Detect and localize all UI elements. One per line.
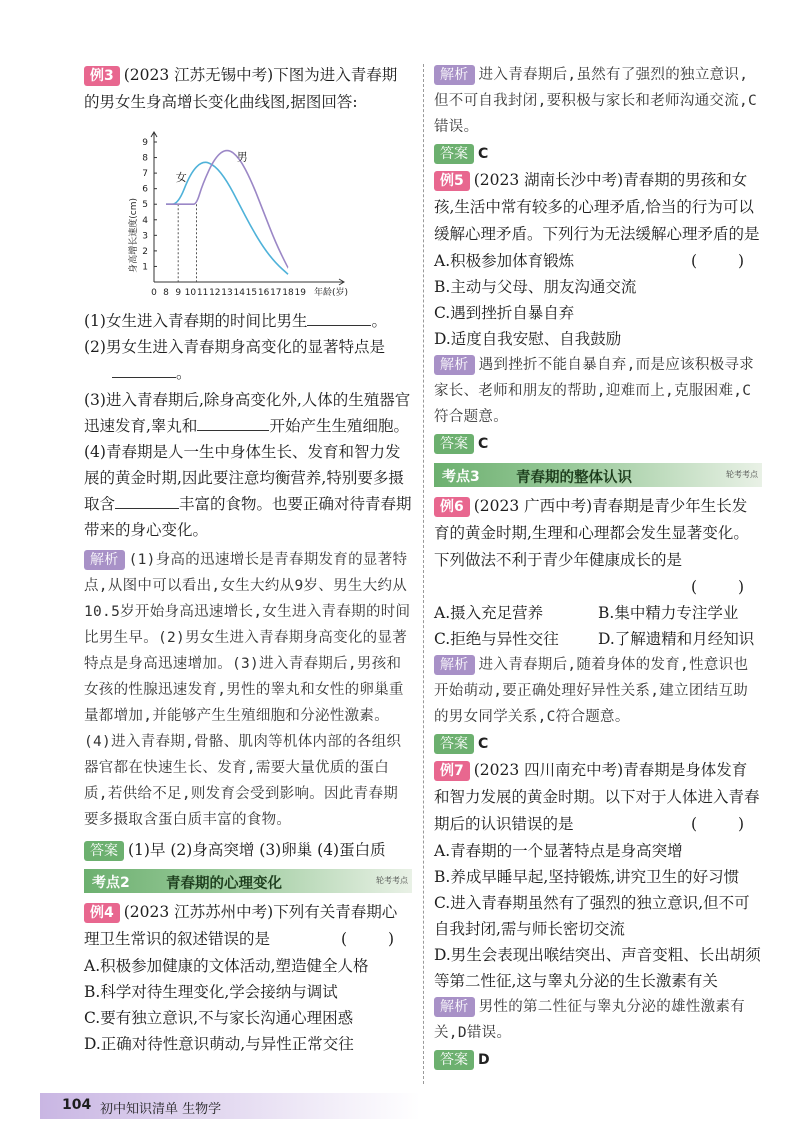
legend-male: 男 bbox=[236, 150, 248, 164]
answer-blank[interactable] bbox=[115, 492, 179, 509]
example-6 bbox=[434, 493, 762, 757]
y-axis-label: 身高增长速度(cm) bbox=[129, 197, 139, 273]
x-tick-label: 18 bbox=[282, 288, 294, 298]
x-tick-label: 17 bbox=[270, 288, 282, 298]
y-tick-label: 6 bbox=[142, 184, 148, 195]
option-c[interactable]: C.要有独立意识,不与家长沟通心理困惑 bbox=[84, 1009, 354, 1027]
x-tick-label: 11 bbox=[196, 288, 209, 298]
height-growth-chart bbox=[124, 124, 364, 304]
y-tick-label: 8 bbox=[142, 153, 148, 164]
x-tick-label: 10 bbox=[184, 288, 197, 298]
question-2: (2)男女生进入青春期身高变化的显著特点是 bbox=[84, 338, 385, 356]
option-a[interactable]: A.青春期的一个显著特点是身高突增 bbox=[434, 842, 683, 860]
section-header-kd3: 考点3 青春期的整体认识 轮考考点 bbox=[434, 463, 762, 487]
analysis-tag: 解析 bbox=[434, 997, 475, 1017]
option-d[interactable]: D.男生会表现出喉结突出、声音变粗、长出胡须等第二性征,这与睾丸分泌的生长激素有关 bbox=[434, 946, 761, 990]
section-header-kd2: 考点2 青春期的心理变化 轮考考点 bbox=[84, 869, 412, 893]
analysis-text: 进入青春期后,虽然有了强烈的独立意识,但不可自我封闭,要积极与家长和老师沟通交流,C错误。 bbox=[434, 67, 758, 135]
series-line-male bbox=[166, 151, 288, 268]
page-footer bbox=[40, 1093, 420, 1119]
analysis-text: 进入青春期后,随着身体的发育,性意识也开始萌动,要正确处理好异性关系,建立团结互助的男女同学关系,C符合题意。 bbox=[434, 657, 749, 725]
example-4 bbox=[84, 899, 412, 1057]
x-tick-label: 13 bbox=[221, 288, 233, 298]
analysis-tag: 解析 bbox=[434, 655, 475, 675]
example-tag: 例3 bbox=[84, 66, 120, 86]
right-column bbox=[434, 62, 762, 1073]
example-tag: 例4 bbox=[84, 903, 120, 923]
analysis-text: (1)身高的迅速增长是青春期发育的显著特点,从图中可以看出,女生大约从9岁、男生大约从10.5岁开始身高迅速增长,女生进入青春期的时间比男生早。(2)男女生进入青春期身高变化的显著特点是身高迅速增加。(3)进入青春期后,男孩和女孩的性腺迅速发育,男性的睾丸和女性的卵巢重量都增加,并能够产生生殖细胞和分泌性激素。(4)进入青春期,骨骼、肌肉等机体内部的各组织器官都在快速生长、发育,需要大量优质的蛋白质,若供给不足,则发育会受到影响。因此青春期要多摄取含蛋白质丰富的食物。 bbox=[84, 552, 411, 828]
analysis-text: 遇到挫折不能自暴自弃,而是应该积极寻求家长、老师和朋友的帮助,迎难而上,克服困难,C符合题意。 bbox=[434, 357, 755, 425]
chart-labels bbox=[176, 151, 248, 184]
section-title: 青春期的整体认识 bbox=[516, 470, 632, 486]
option-c[interactable]: C.拒绝与异性交往 bbox=[434, 630, 559, 648]
answer-blank[interactable] bbox=[307, 309, 371, 326]
example-tag: 例6 bbox=[434, 497, 470, 517]
option-a[interactable]: A.摄入充足营养 bbox=[434, 604, 544, 622]
answer-paren[interactable]: ( ) bbox=[340, 930, 412, 948]
page-number: 104 bbox=[62, 1097, 92, 1113]
question-3: (3)进入青春期后,除身高变化外,人体的生殖器官迅速发育,睾丸和 bbox=[84, 391, 411, 435]
answer-tag: 答案 bbox=[434, 144, 474, 164]
x-tick-label: 9 bbox=[175, 288, 182, 298]
question-text: (2023 江苏无锡中考)下图为进入青春期的男女生身高增长变化曲线图,据图回答: bbox=[84, 66, 398, 111]
question-1: (1)女生进入青春期的时间比男生 bbox=[84, 312, 308, 330]
x-tick-label: 16 bbox=[257, 288, 270, 298]
answer-paren[interactable]: ( ) bbox=[690, 815, 762, 833]
answer-tag: 答案 bbox=[434, 734, 474, 754]
option-d[interactable]: D.了解遗精和月经知识 bbox=[598, 630, 755, 648]
example-tag: 例5 bbox=[434, 171, 470, 191]
answer-blank[interactable] bbox=[197, 414, 269, 431]
analysis-tag: 解析 bbox=[434, 355, 475, 375]
y-tick-label: 3 bbox=[142, 231, 148, 242]
option-c[interactable]: C.进入青春期虽然有了强烈的独立意识,但不可自我封闭,需与师长密切交流 bbox=[434, 894, 750, 938]
y-tick-label: 2 bbox=[142, 246, 148, 257]
x-tick-label: 8 bbox=[163, 288, 169, 298]
answer-tag: 答案 bbox=[434, 434, 474, 454]
option-a[interactable]: A.积极参加体育锻炼 bbox=[434, 252, 575, 270]
question-text: (2023 广西中考)青春期是青少年生长发育的黄金时期,生理和心理都会发生显著变化。下列做法不利于青少年健康成长的是 bbox=[434, 497, 749, 569]
x-tick-label: 0 bbox=[151, 288, 157, 298]
option-d[interactable]: D.适度自我安慰、自我鼓励 bbox=[434, 330, 622, 348]
y-tick-label: 5 bbox=[142, 200, 148, 211]
answer-tag: 答案 bbox=[434, 1050, 474, 1070]
option-b[interactable]: B.养成早睡早起,坚持锻炼,讲究卫生的好习惯 bbox=[434, 868, 740, 886]
example-tag: 例7 bbox=[434, 761, 470, 781]
question-text: (2023 江苏苏州中考)下列有关青春期心理卫生常识的叙述错误的是 bbox=[84, 903, 398, 948]
analysis-tag: 解析 bbox=[434, 65, 475, 85]
answer-paren[interactable]: ( ) bbox=[690, 578, 762, 596]
x-tick-label: 12 bbox=[209, 288, 221, 298]
y-tick-label: 7 bbox=[142, 169, 148, 180]
legend-female: 女 bbox=[175, 170, 187, 184]
example-7 bbox=[434, 757, 762, 1073]
example-3: 例3 (2023 江苏无锡中考)下图为进入青春期的男女生身高增长变化曲线图,据图回答: 0 8 9 10 11 12 13 14 15 16 17 18 19 1 2 3 4 5 6 7 8 9 年龄(岁) 身高增长速度(cm) 女 男 (1)女生进入青春期的时间比男生 。 (2)男女生进入青春期身高变化的显著特点是 。 (3)进入青春期后,除身高变化外,人体的生殖器官迅速发育,睾丸和 开始产生生殖细胞。 (4)青春期是人一生中身体生长、发育和智力发展的黄金时期,因此要注意均衡营养,特别要多摄取含 丰富的食物。也要正确对待青春期带来的身心变化。 解析 (1)身高的迅速增长是青春期发育的显著特点,从图中可以看出,女生大约从9岁、男生大约从10.5岁开始身高迅速增长,女生进入青春期的时间比男生早。(2)男女生进入青春期身高变化的显著特点是身高迅速增加。(3)进入青春期后,男孩和女孩的性腺迅速发育,男性的睾丸和女性的卵巢重量都增加,并能够产生生殖细胞和分泌性激素。(4)进入青春期,骨骼、肌肉等机体内部的各组织器官都在快速生长、发育,需要大量优质的蛋白质,若供给不足,则发育会受到影响。因此青春期要多摄取含蛋白质丰富的食物。 答案 (1)早 (2)身高突增 (3)卵巢 (4)蛋白质 bbox=[84, 66, 412, 859]
x-tick-label: 19 bbox=[294, 288, 306, 298]
answer-text: C bbox=[478, 436, 489, 452]
answer-blank[interactable] bbox=[112, 361, 176, 378]
option-a[interactable]: A.积极参加健康的文体活动,塑造健全人格 bbox=[84, 957, 369, 975]
answer-paren[interactable]: ( ) bbox=[690, 252, 762, 270]
option-c[interactable]: C.遇到挫折自暴自弃 bbox=[434, 304, 575, 322]
left-column bbox=[84, 62, 412, 1057]
option-b[interactable]: B.主动与父母、朋友沟通交流 bbox=[434, 278, 637, 296]
answer-text: C bbox=[478, 736, 489, 752]
analysis-tag: 解析 bbox=[84, 550, 125, 570]
x-tick-label: 14 bbox=[233, 288, 245, 298]
y-tick-label: 4 bbox=[142, 215, 148, 226]
answer-tag: 答案 bbox=[84, 841, 124, 861]
y-tick-label: 9 bbox=[142, 138, 148, 148]
y-tick-label: 1 bbox=[142, 262, 148, 273]
section-badge: 轮考考点 bbox=[376, 876, 408, 885]
question-text: (2023 四川南充中考)青春期是身体发育和智力发展的黄金时期。以下对于人体进入青春期后的认识错误的是 bbox=[434, 761, 760, 833]
book-title: 初中知识清单 生物学 bbox=[100, 1102, 222, 1117]
question-text: (2023 湖南长沙中考)青春期的男孩和女孩,生活中常有较多的心理矛盾,恰当的行为可以缓解心理矛盾。下列行为无法缓解心理矛盾的是 bbox=[434, 171, 760, 243]
example-5 bbox=[434, 167, 762, 457]
column-divider bbox=[423, 64, 424, 1084]
x-axis-label: 年龄(岁) bbox=[314, 288, 349, 298]
answer-text: D bbox=[478, 1052, 490, 1068]
example-4-continued bbox=[434, 62, 762, 167]
x-tick-label: 15 bbox=[245, 288, 258, 298]
section-title: 青春期的心理变化 bbox=[166, 876, 282, 892]
option-b[interactable]: B.集中精力专注学业 bbox=[598, 604, 739, 622]
answer-text: C bbox=[478, 146, 489, 162]
section-badge: 轮考考点 bbox=[726, 470, 758, 479]
analysis-text: 男性的第二性征与睾丸分泌的雄性激素有关,D错误。 bbox=[434, 999, 746, 1041]
question-4: (4)青春期是人一生中身体生长、发育和智力发展的黄金时期,因此要注意均衡营养,特别要多摄取含 bbox=[84, 443, 404, 513]
option-b[interactable]: B.科学对待生理变化,学会接纳与调试 bbox=[84, 983, 338, 1001]
option-d[interactable]: D.正确对待性意识萌动,与异性正常交往 bbox=[84, 1035, 354, 1053]
answer-text: (1)早 (2)身高突增 (3)卵巢 (4)蛋白质 bbox=[128, 841, 386, 859]
